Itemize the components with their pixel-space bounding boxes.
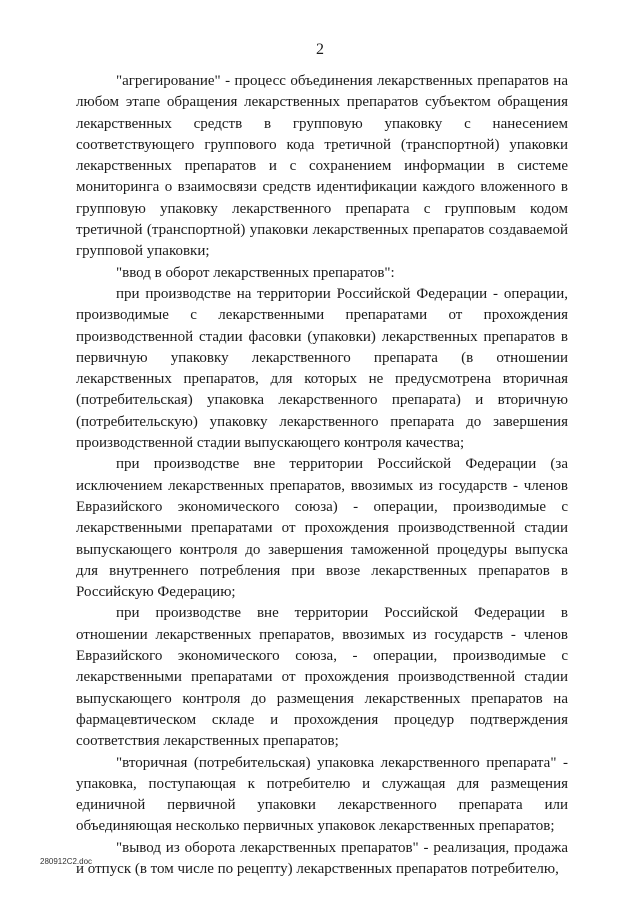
paragraph-secondary-packaging: "вторичная (потребительская) упаковка лекарственного препарата" - упаковка, поступающая к потребителю и служащая для размещения единичной первичной упаковки лекарственного препарата или объединяющая несколько первичных упаковок лекарственных препаратов; [76,754,568,835]
paragraph-withdrawal: "вывод из оборота лекарственных препаратов" - реализация, продажа и отпуск (в том числе по рецепту) лекарственных препаратов потребителю, [76,839,568,877]
paragraph-domestic-production: при производстве на территории Российской Федерации - операции, производимые с лекарственными препаратами от прохождения производственной стадии фасовки (упаковки) лекарственных препаратов в первичную упаковку лекарственного препарата (в отношении лекарственных препаратов, для которых не предусмотрена вторичная (потребительская) упаковка лекарственного препарата) и вторичную (потребительскую) упаковку лекарственного препарата до завершения производственной стадии выпускающего контроля качества; [76,285,568,452]
paragraph-circulation-entry-heading: "ввод в оборот лекарственных препаратов": [116,264,395,281]
document-body [76,71,568,880]
paragraph-foreign-production: при производстве вне территории Российской Федерации (за исключением лекарственных препаратов, ввозимых из государств - членов Евразийского экономического союза) - операции, производимые с лекарственными препаратами от прохождения производственной стадии выпускающего контроля до завершения таможенной процедуры выпуска для внутреннего потребления при ввозе лекарственных препаратов в Российскую Федерацию; [76,456,568,601]
page-number: 2 [316,41,324,58]
paragraph-eaeu-production: при производстве вне территории Российской Федерации в отношении лекарственных препаратов, ввозимых из государств - членов Евразийского экономического союза, - операции, производимые с лекарственными препаратами от прохождения производственной стадии выпускающего контроля до размещения лекарственных препаратов на фармацевтическом складе и прохождения процедур подтверждения соответствия лекарственных препаратов; [76,605,568,750]
footer-filename: 280912C2.doc [40,857,93,866]
paragraph-aggregation: "агрегирование" - процесс объединения лекарственных препаратов на любом этапе обращения лекарственных препаратов субъектом обращения лекарственных средств в групповую упаковку с нанесением соответствующего группового кода третичной (транспортной) упаковки лекарственных препаратов и с сохранением информации в системе мониторинга о взаимосвязи средств идентификации каждого вложенного в групповую упаковку лекарственного препарата с групповым кодом третичной (транспортной) упаковки лекарственных препаратов создаваемой групповой упаковки; [76,73,568,260]
